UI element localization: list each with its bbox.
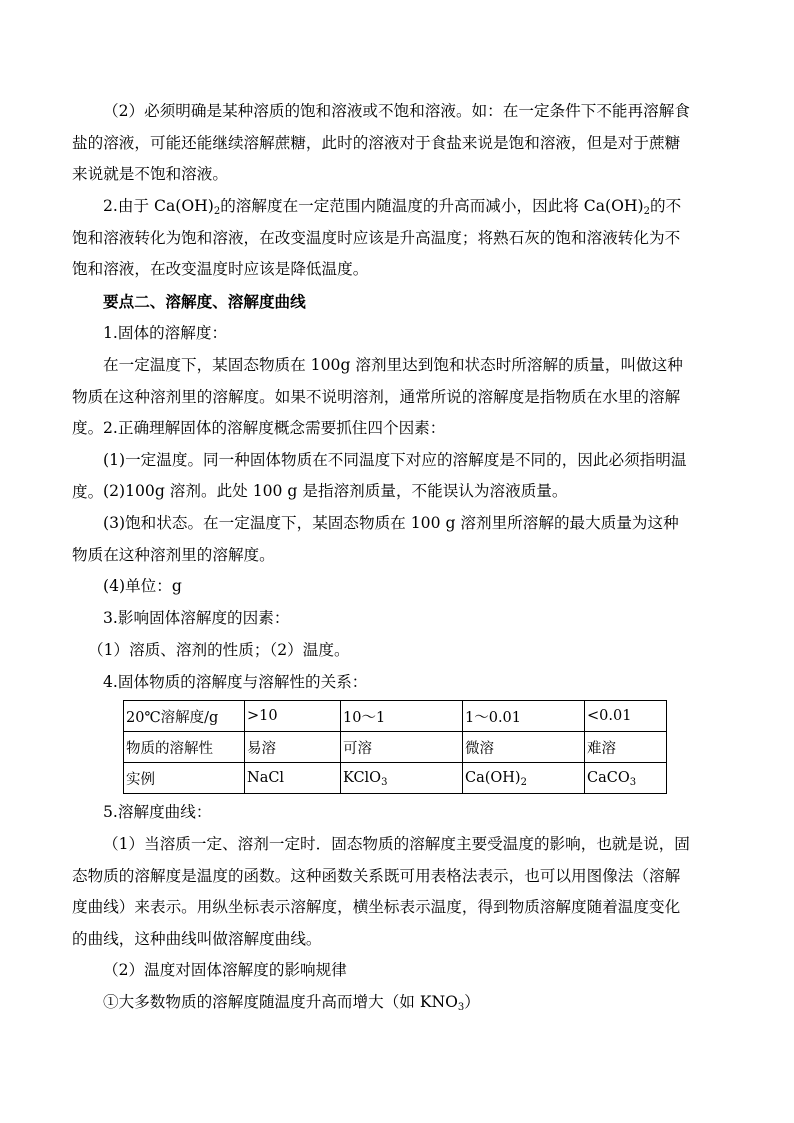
paragraph-text: 1.固体的溶解度： bbox=[103, 324, 228, 342]
table-cell: 易溶 bbox=[245, 732, 341, 763]
paragraph-factor-4 bbox=[72, 571, 694, 603]
paragraph-text: （1）当溶质一定、溶剂一定时．固态物质的溶解度主要受温度的影响，也就是说，固态物质的溶解度是温度的函数。这种函数关系既可用表格法表示，也可以用图像法（溶解度曲线）来表示。用纵坐标表示溶解度，横坐标表示温度，得到物质溶解度随着温度变化的曲线，这种曲线叫做溶解度曲线。 bbox=[72, 835, 690, 948]
paragraph-text: ） bbox=[464, 993, 480, 1011]
table-row bbox=[124, 763, 667, 794]
paragraph-solubility-curve-title bbox=[72, 797, 694, 829]
paragraph-factor-3 bbox=[72, 508, 694, 571]
paragraph-text: 2.正确理解固体的溶解度概念需要抓住四个因素： bbox=[103, 419, 446, 437]
paragraph-text: ①大多数物质的溶解度随温度升高而增大（如 KNO bbox=[103, 993, 458, 1011]
subscript: 2 bbox=[213, 206, 221, 217]
paragraph-influence-list bbox=[88, 635, 710, 667]
paragraph-solubility-relation bbox=[72, 667, 694, 699]
paragraph-rule-1 bbox=[72, 987, 694, 1019]
subscript: 3 bbox=[457, 1002, 465, 1013]
table-cell: 20℃溶解度/g bbox=[124, 701, 245, 732]
paragraph-text: (1)一定温度。同一种固体物质在不同温度下对应的溶解度是不同的，因此必须指明温度。 bbox=[72, 451, 687, 501]
paragraph-factor-2 bbox=[72, 476, 694, 508]
paragraph-text: 4.固体物质的溶解度与溶解性的关系： bbox=[103, 673, 368, 691]
subscript: 3 bbox=[381, 777, 388, 788]
subscript: 2 bbox=[643, 206, 650, 217]
paragraph-solid-solubility-title bbox=[72, 318, 694, 350]
table-cell: 物质的溶解性 bbox=[124, 732, 245, 763]
paragraph-text: (3)饱和状态。在一定温度下，某固态物质在 100 g 溶剂里所溶解的最大质量为这种物质在这种溶剂里的溶解度。 bbox=[72, 514, 679, 564]
paragraph-saturated-solution-note bbox=[72, 96, 694, 191]
paragraph-text: （1）溶质、溶剂的性质；（2）温度。 bbox=[88, 641, 350, 659]
paragraph-four-factors bbox=[72, 413, 694, 445]
table-cell bbox=[341, 763, 463, 794]
table-row bbox=[124, 701, 667, 732]
heading-text: 要点二、溶解度、溶解度曲线 bbox=[103, 292, 306, 311]
paragraph-text: 2.由于 Ca(OH) bbox=[103, 197, 214, 215]
paragraph-text: （2）必须明确是某种溶质的饱和溶液或不饱和溶液。如：在一定条件下不能再溶解食盐的溶液，可能还能继续溶解蔗糖，此时的溶液对于食盐来说是饱和溶液，但是对于蔗糖来说就是不饱和溶液。 bbox=[72, 102, 690, 183]
paragraph-calcium-hydroxide bbox=[72, 191, 694, 286]
subscript: 2 bbox=[520, 777, 527, 788]
table-cell: 难溶 bbox=[585, 732, 667, 763]
cell-text: CaCO bbox=[587, 770, 630, 786]
paragraph-temperature-rule bbox=[72, 955, 694, 987]
subscript: 3 bbox=[629, 777, 637, 788]
table-cell bbox=[463, 763, 585, 794]
table-cell: NaCl bbox=[245, 763, 341, 794]
paragraph-text: 的不饱和溶液转化为饱和溶液，在改变温度时应该是升高温度；将熟石灰的饱和溶液转化为不饱和溶液，在改变温度时应该是降低温度。 bbox=[72, 197, 682, 278]
paragraph-text: 在一定温度下，某固态物质在 100g 溶剂里达到饱和状态时所溶解的质量，叫做这种物质在这种溶剂里的溶解度。如果不说明溶剂，通常所说的溶解度是指物质在水里的溶解度。 bbox=[72, 356, 683, 437]
paragraph-text: (2)100g 溶剂。此处 100 g 是指溶剂质量，不能误认为溶液质量。 bbox=[103, 482, 568, 500]
table-cell: 10～1 bbox=[341, 701, 463, 732]
table-cell: 微溶 bbox=[463, 732, 585, 763]
table-cell: 1～0.01 bbox=[463, 701, 585, 732]
section-heading bbox=[72, 286, 694, 318]
table-cell bbox=[585, 763, 667, 794]
paragraph-text: （2）温度对固体溶解度的影响规律 bbox=[103, 961, 347, 979]
table-cell: 实例 bbox=[124, 763, 245, 794]
paragraph-influence-factors bbox=[72, 603, 694, 635]
paragraph-text: 的溶解度在一定范围内随温度的升高而减小，因此将 Ca(OH) bbox=[220, 197, 644, 215]
table-cell: <0.01 bbox=[585, 701, 667, 732]
table-cell: >10 bbox=[245, 701, 341, 732]
solubility-table bbox=[123, 700, 667, 794]
paragraph-solubility-curve-explanation bbox=[72, 829, 694, 955]
table-cell: 可溶 bbox=[341, 732, 463, 763]
cell-text: Ca(OH) bbox=[465, 770, 521, 786]
cell-text: KClO bbox=[343, 770, 382, 786]
paragraph-text: 5.溶解度曲线： bbox=[103, 803, 212, 821]
table-row bbox=[124, 732, 667, 763]
paragraph-text: 3.影响固体溶解度的因素： bbox=[103, 609, 290, 627]
paragraph-text: (4)单位：g bbox=[103, 577, 182, 595]
